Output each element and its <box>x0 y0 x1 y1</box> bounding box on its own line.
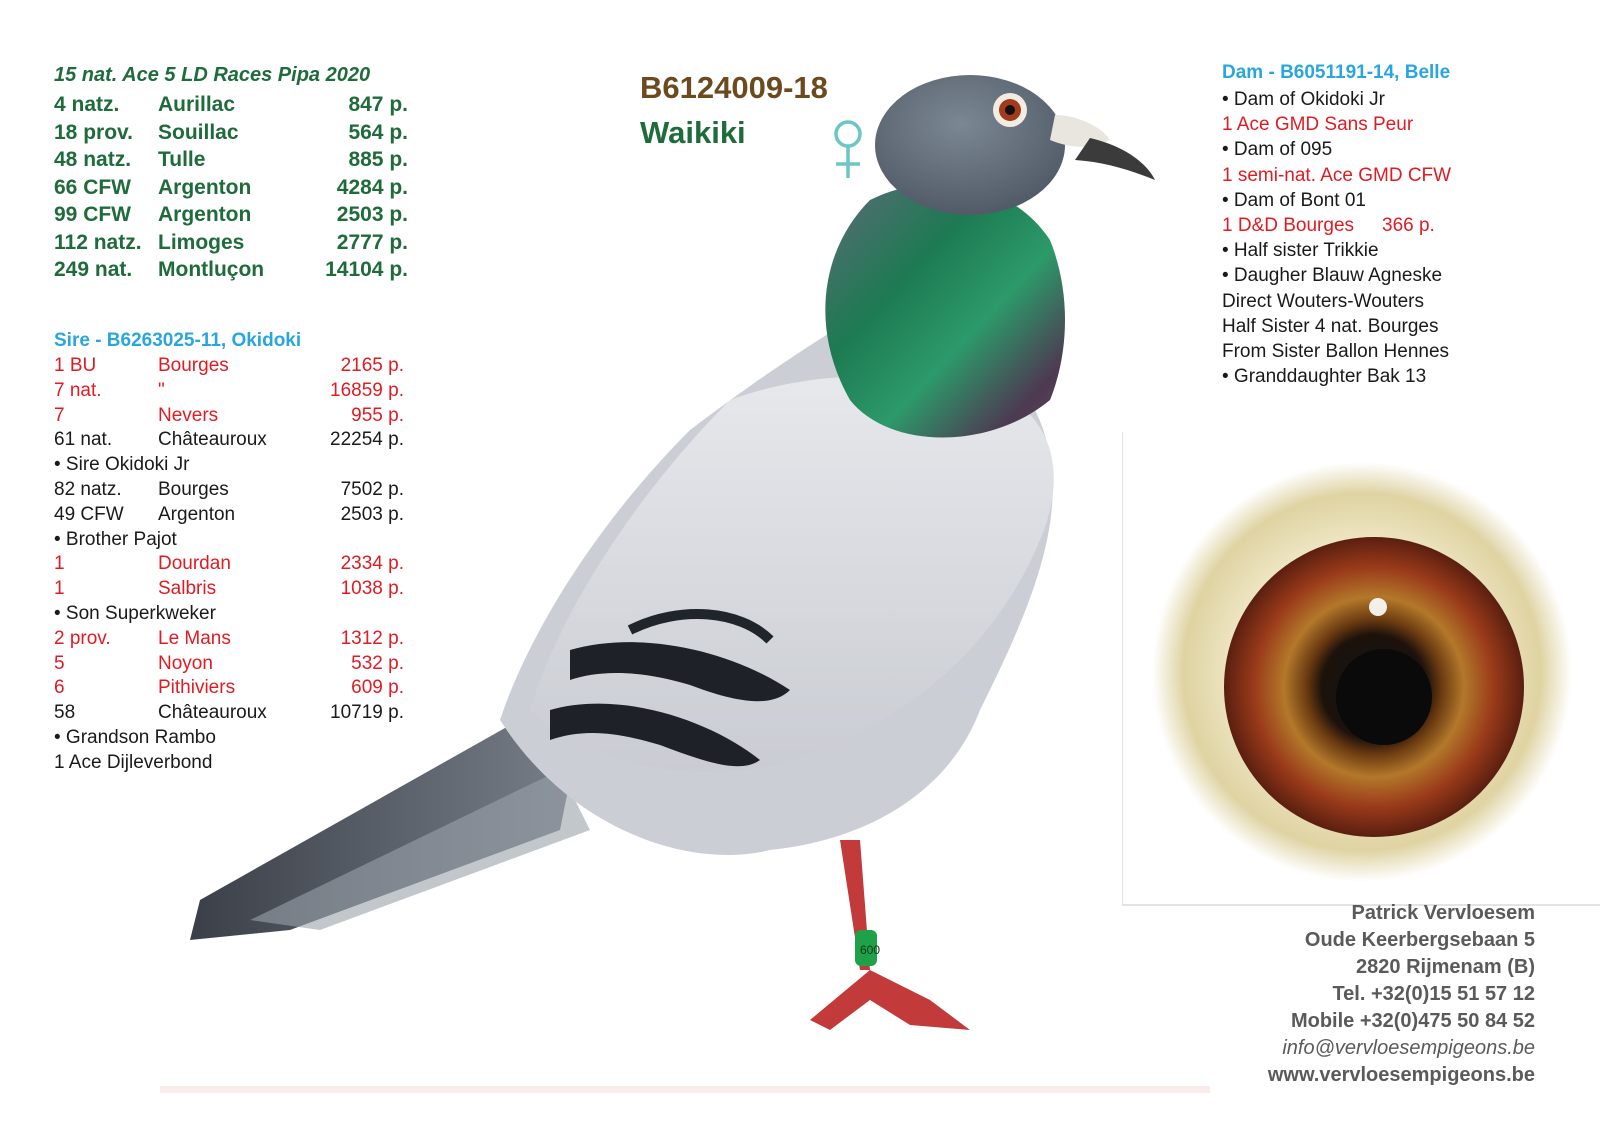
result-place: Tulle <box>158 148 206 171</box>
sire-place: Bourges <box>158 478 229 500</box>
dam-result-birds: 366 p. <box>1382 214 1435 236</box>
sire-birds: 955 p. <box>351 404 404 426</box>
result-place: Argenton <box>158 203 252 226</box>
leg-band-text: 600 <box>860 943 881 957</box>
sire-result-row <box>54 354 434 379</box>
contact-name: Patrick Vervloesem <box>1351 902 1535 924</box>
sire-rank: 7 nat. <box>54 379 102 401</box>
sire-birds: 609 p. <box>351 677 404 699</box>
ring-number: B6124009-18 <box>640 70 828 105</box>
sire-rank: 1 <box>54 578 65 600</box>
sire-result-row <box>54 577 434 602</box>
sire-birds: 532 p. <box>351 652 404 674</box>
result-birds: 847 p. <box>348 93 408 116</box>
result-row <box>54 91 424 119</box>
dam-line: Direct Wouters-Wouters <box>1222 290 1425 312</box>
result-rank: 4 natz. <box>54 93 120 116</box>
result-birds: 4284 p. <box>336 175 408 199</box>
sire-birds: 2165 p. <box>340 355 404 376</box>
result-row <box>54 229 424 257</box>
sire-place: Noyon <box>158 652 213 674</box>
sire-birds: 10719 p. <box>330 702 404 724</box>
ground-shadow <box>160 1086 1210 1093</box>
pigeon-name: Waikiki <box>640 115 746 150</box>
result-birds: 885 p. <box>348 148 408 171</box>
sire-rank: 5 <box>54 652 65 674</box>
sire-note: 1 Ace Dijleverbond <box>54 751 213 773</box>
contact-website-link[interactable]: www.vervloesempigeons.be <box>1267 1064 1535 1086</box>
sire-birds: 2334 p. <box>340 553 404 575</box>
sire-note: • Brother Pajot <box>54 528 177 550</box>
sire-place: Dourdan <box>158 553 231 575</box>
sire-result-row <box>54 379 434 404</box>
result-rank: 66 CFW <box>54 175 132 199</box>
dam-line: • Granddaughter Bak 13 <box>1222 366 1427 388</box>
sire-result-row <box>54 503 434 528</box>
sire-place: Châteauroux <box>158 702 267 724</box>
sire-section <box>54 330 434 776</box>
sire-birds: 16859 p. <box>330 379 404 401</box>
dam-line: 1 semi-nat. Ace GMD CFW <box>1222 164 1452 186</box>
result-rank: 112 natz. <box>54 230 142 254</box>
result-row <box>54 146 424 174</box>
result-place: Limoges <box>158 230 245 254</box>
result-place: Argenton <box>158 175 252 199</box>
sire-rank: 61 nat. <box>54 429 113 451</box>
sire-result-row <box>54 478 434 503</box>
result-row <box>54 119 424 147</box>
sire-place: Argenton <box>158 503 236 525</box>
sire-birds: 2503 p. <box>340 503 404 525</box>
result-row <box>54 256 424 284</box>
female-symbol-icon <box>830 118 866 182</box>
dam-line: 1 Ace GMD Sans Peur <box>1222 114 1414 136</box>
contact-phone: Tel. +32(0)15 51 57 12 <box>1332 983 1535 1005</box>
result-row <box>54 201 424 229</box>
sire-result-row <box>54 627 434 652</box>
results-list <box>54 64 424 284</box>
dam-line: Half Sister 4 nat. Bourges <box>1222 315 1439 337</box>
result-birds: 564 p. <box>348 120 408 144</box>
result-row <box>54 174 424 202</box>
sire-result-row <box>54 404 434 429</box>
sire-birds: 22254 p. <box>330 429 404 451</box>
dam-result-race: 1 D&D Bourges <box>1222 214 1355 236</box>
eye-closeup-photo <box>1122 432 1600 906</box>
sire-birds: 1312 p. <box>340 627 404 649</box>
sire-result-row <box>54 652 434 677</box>
sire-place: Pithiviers <box>158 677 236 699</box>
dam-line: From Sister Ballon Hennes <box>1222 340 1450 362</box>
sire-rank: 82 natz. <box>54 478 122 500</box>
dam-line: • Dam of Bont 01 <box>1222 189 1366 211</box>
dam-line: • Half sister Trikkie <box>1222 240 1379 262</box>
contact-mobile: Mobile +32(0)475 50 84 52 <box>1290 1010 1535 1032</box>
result-rank: 99 CFW <box>54 203 132 226</box>
result-rank: 249 nat. <box>54 258 133 281</box>
sire-result-row <box>54 701 434 726</box>
contact-street: Oude Keerbergsebaan 5 <box>1304 929 1535 951</box>
sire-place: Châteauroux <box>158 429 267 451</box>
sire-place: Bourges <box>158 355 229 376</box>
result-place: Montluçon <box>158 258 265 281</box>
sire-title: Sire - B6263025-11, Okidoki <box>54 330 302 351</box>
sire-rank: 1 <box>54 553 65 575</box>
dam-section <box>1222 62 1582 389</box>
sire-note: • Grandson Rambo <box>54 726 216 748</box>
sire-note: • Son Superkweker <box>54 602 216 624</box>
result-birds: 2503 p. <box>336 203 408 226</box>
dam-line <box>1222 213 1582 238</box>
sire-rank: 6 <box>54 677 65 699</box>
contact-block <box>1268 900 1535 1089</box>
sire-place: Nevers <box>158 404 219 426</box>
sire-place: " <box>158 379 165 401</box>
sire-result-row <box>54 552 434 577</box>
result-place: Souillac <box>158 120 239 144</box>
sire-rank: 7 <box>54 404 65 426</box>
result-rank: 18 prov. <box>54 120 133 144</box>
result-rank: 48 natz. <box>54 148 132 171</box>
results-title: 15 nat. Ace 5 LD Races Pipa 2020 <box>54 64 371 86</box>
sire-birds: 7502 p. <box>340 478 404 500</box>
result-place: Aurillac <box>158 93 236 116</box>
sire-place: Le Mans <box>158 627 231 649</box>
contact-email-link[interactable]: info@vervloesempigeons.be <box>1282 1037 1535 1059</box>
sire-result-row <box>54 676 434 701</box>
result-birds: 14104 p. <box>325 258 408 281</box>
contact-city: 2820 Rijmenam (B) <box>1356 956 1535 978</box>
result-birds: 2777 p. <box>336 230 408 254</box>
sire-rank: 58 <box>54 702 76 724</box>
sire-rank: 49 CFW <box>54 503 124 525</box>
sire-result-row <box>54 428 434 453</box>
sire-rank: 1 BU <box>54 355 97 376</box>
sire-place: Salbris <box>158 578 217 600</box>
dam-line: • Daugher Blauw Agneske <box>1222 265 1443 287</box>
dam-line: • Dam of Okidoki Jr <box>1222 89 1385 110</box>
sire-note: • Sire Okidoki Jr <box>54 454 190 476</box>
dam-title: Dam - B6051191-14, Belle <box>1222 62 1451 83</box>
sire-rank: 2 prov. <box>54 627 111 649</box>
sire-birds: 1038 p. <box>340 578 404 600</box>
dam-line: • Dam of 095 <box>1222 139 1333 161</box>
